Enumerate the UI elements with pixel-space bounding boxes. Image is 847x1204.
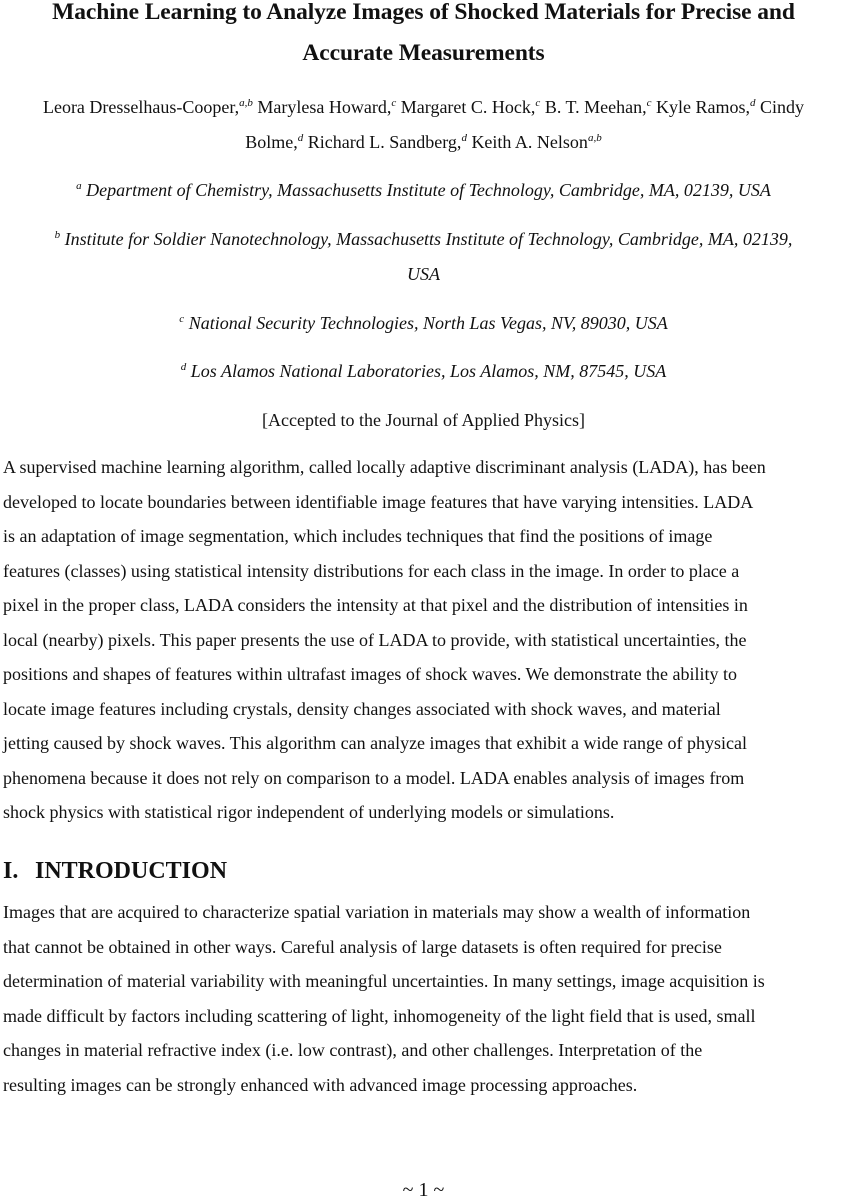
affiliation-d <box>0 354 847 389</box>
affiliation-text: National Security Technologies, North Las Vegas, NV, 89030, USA <box>188 313 668 333</box>
abstract-line: phenomena because it does not rely on comparison to a model. LADA enables analysis of images from <box>3 767 745 788</box>
affiliation-mark: d <box>180 361 187 373</box>
affiliation-b <box>0 222 847 291</box>
author-name: Richard L. Sandberg, <box>307 131 462 152</box>
affiliation-text: Los Alamos National Laboratories, Los Alamos, NM, 87545, USA <box>190 361 667 381</box>
page-number: ~ 1 ~ <box>402 1179 445 1201</box>
author-name: Cindy <box>760 97 805 117</box>
author-list <box>0 90 847 159</box>
abstract-line: is an adaptation of image segmentation, which includes techniques that find the positions of image <box>3 526 713 546</box>
abstract-line: A supervised machine learning algorithm, called locally adaptive discriminant analysis (LADA), has been <box>3 457 766 477</box>
introduction-paragraph <box>3 895 847 1102</box>
affiliation-mark: b <box>54 229 61 241</box>
affiliation-text: Institute for Soldier Nanotechnology, Massachusetts Institute of Technology, Cambridge, MA, 02139, <box>64 229 793 249</box>
title-line-2: Accurate Measurements <box>302 40 545 66</box>
body-line: determination of material variability with meaningful uncertainties. In many settings, image acquisition is <box>3 971 765 991</box>
body-line: changes in material refractive index (i.e. low contrast), and other challenges. Interpretation of the <box>3 1040 703 1060</box>
author-affiliation-mark: d <box>750 97 756 109</box>
affiliation-mark: a <box>76 180 82 192</box>
author-affiliation-mark: c <box>646 97 652 109</box>
abstract-line: jetting caused by shock waves. This algorithm can analyze images that exhibit a wide range of physical <box>3 733 747 753</box>
abstract <box>3 450 847 830</box>
body-line: Images that are acquired to characterize spatial variation in materials may show a wealth of information <box>3 902 751 922</box>
affiliation-c <box>0 306 847 341</box>
author-affiliation-mark: d <box>461 131 467 144</box>
section-number: I. <box>3 858 19 884</box>
body-line: resulting images can be strongly enhanced with advanced image processing approaches. <box>3 1074 638 1095</box>
abstract-line: local (nearby) pixels. This paper presents the use of LADA to provide, with statistical uncertainties, the <box>3 629 747 650</box>
abstract-line: pixel in the proper class, LADA considers the intensity at that pixel and the distribution of intensities in <box>3 595 748 615</box>
author-name: Keith A. Nelson <box>471 131 588 152</box>
affiliation-a <box>0 173 847 208</box>
author-affiliation-mark: a,b <box>239 97 253 109</box>
affiliation-text: Department of Chemistry, Massachusetts Institute of Technology, Cambridge, MA, 02139, USA <box>86 180 771 200</box>
body-line: made difficult by factors including scattering of light, inhomogeneity of the light field that is used, small <box>3 1005 756 1026</box>
affiliation-text-continued: USA <box>407 263 440 284</box>
abstract-line: developed to locate boundaries between identifiable image features that have varying intensities. LADA <box>3 491 754 512</box>
author-name: B. T. Meehan, <box>544 97 647 117</box>
section-title: INTRODUCTION <box>35 858 228 884</box>
section-heading-introduction <box>3 853 227 889</box>
author-name: Leora Dresselhaus-Cooper, <box>42 97 240 117</box>
abstract-line: positions and shapes of features within ultrafast images of shock waves. We demonstrate the ability to <box>3 664 738 684</box>
paper-title <box>0 0 847 74</box>
author-name: Marylesa Howard, <box>257 97 392 117</box>
author-affiliation-mark: d <box>297 131 304 144</box>
abstract-line: locate image features including crystals, density changes associated with shock waves, and material <box>3 698 721 719</box>
author-name: Kyle Ramos, <box>656 97 751 117</box>
affiliation-mark: c <box>179 313 185 325</box>
author-affiliation-mark: c <box>391 97 397 109</box>
author-name: Bolme, <box>245 131 298 152</box>
author-affiliation-mark: c <box>535 97 541 109</box>
abstract-line: features (classes) using statistical intensity distributions for each class in the image. In order to place a <box>3 560 740 581</box>
author-name: Margaret C. Hock, <box>400 97 536 117</box>
body-line: that cannot be obtained in other ways. Careful analysis of large datasets is often required for precise <box>3 936 722 957</box>
abstract-line: shock physics with statistical rigor independent of underlying models or simulations. <box>3 802 615 822</box>
author-affiliation-mark: a,b <box>587 131 602 144</box>
title-line-1: Machine Learning to Analyze Images of Shocked Materials for Precise and <box>52 0 795 25</box>
publication-note: [Accepted to the Journal of Applied Physics] <box>262 410 585 430</box>
